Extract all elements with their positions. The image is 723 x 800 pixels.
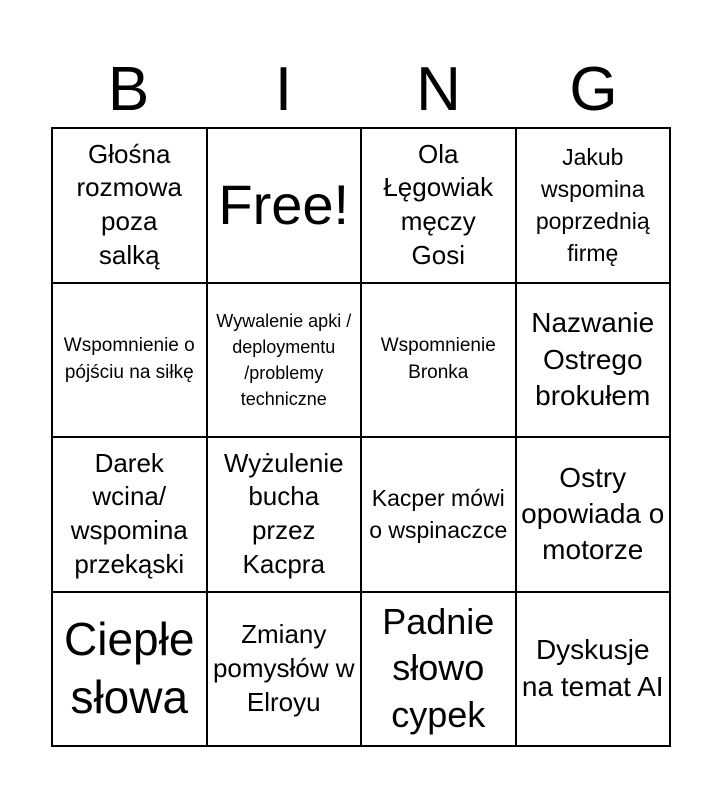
- bingo-cell[interactable]: [517, 438, 672, 593]
- bingo-cell[interactable]: [517, 284, 672, 439]
- cell-text: Kacper mówi o wspinaczce: [369, 485, 508, 544]
- bingo-cell[interactable]: [362, 438, 517, 593]
- cell-text: Zmiany pomysłów w Elroyu: [212, 619, 355, 717]
- cell-text: Jakub wspomina poprzednią firmę: [535, 143, 650, 267]
- cell-text: Wspomnienie o pójściu na siłkę: [63, 335, 195, 383]
- cell-text: Ostry opowiada o motorze: [521, 461, 665, 566]
- bingo-cell[interactable]: [208, 284, 363, 439]
- cell-text: Padnie słowo cypek: [382, 600, 495, 736]
- cell-text: Dyskusje na temat AI: [521, 634, 664, 702]
- header-letter-g: G: [569, 55, 618, 124]
- cell-text: Free!: [218, 173, 350, 237]
- cell-text: Wywalenie apki / deploymentu /problemy techniczne: [216, 310, 352, 409]
- cell-text: Wyżulenie bucha przez Kacpra: [223, 447, 344, 580]
- header-letter-n: N: [416, 55, 461, 124]
- bingo-cell[interactable]: [362, 284, 517, 439]
- cell-text: Ciepłe słowa: [64, 613, 195, 723]
- header-letter-b: B: [107, 55, 150, 124]
- bingo-cell[interactable]: [362, 129, 517, 284]
- cell-text: Nazwanie Ostrego brokułem: [531, 307, 655, 411]
- cell-text: Ola Łęgowiak męczy Gosi: [383, 138, 494, 271]
- bingo-cell[interactable]: [208, 438, 363, 593]
- bingo-cell[interactable]: [53, 129, 208, 284]
- cell-text: Wspomnienie Bronka: [380, 335, 496, 383]
- cell-text: Darek wcina/ wspomina przekąski: [70, 447, 188, 580]
- bingo-cell[interactable]: [362, 593, 517, 748]
- bingo-cell[interactable]: [53, 284, 208, 439]
- bingo-header: [51, 52, 671, 128]
- bingo-board: [51, 127, 671, 747]
- bingo-cell[interactable]: [53, 593, 208, 748]
- bingo-cell[interactable]: [53, 438, 208, 593]
- free-cell[interactable]: [208, 129, 363, 284]
- header-letter-i: I: [274, 55, 293, 124]
- cell-text: Głośna rozmowa poza salką: [76, 138, 182, 271]
- bingo-cell[interactable]: [517, 593, 672, 748]
- bingo-cell[interactable]: [517, 129, 672, 284]
- bingo-cell[interactable]: [208, 593, 363, 748]
